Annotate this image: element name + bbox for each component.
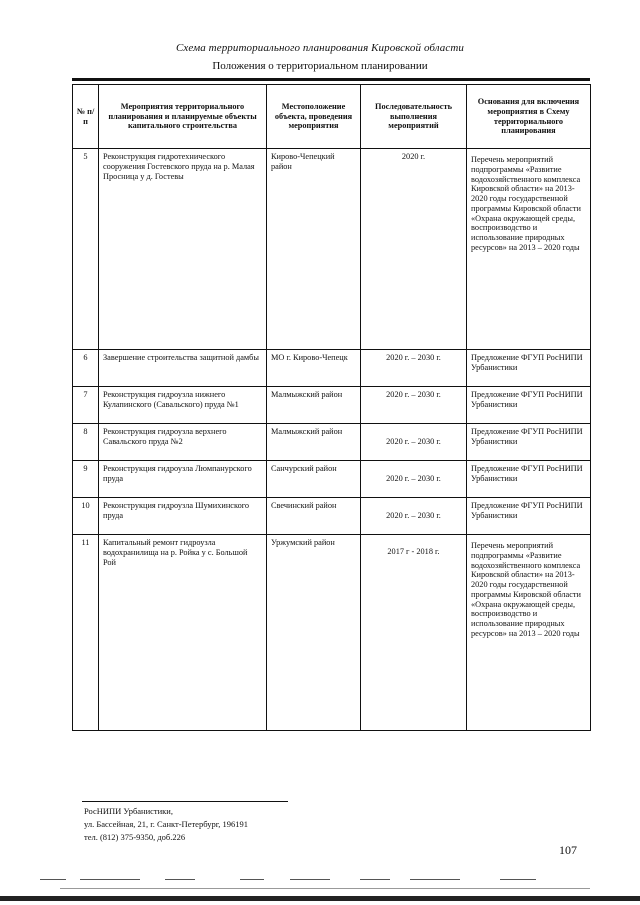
row-activity: Капитальный ремонт гидроузла водохранилища на р. Ройка у с. Большой Рой <box>99 535 267 731</box>
row-period: 2020 г. – 2030 г. <box>361 350 467 387</box>
document-subtitle: Положения о территориальном планировании <box>212 60 428 72</box>
col-header-location: Местоположение объекта, проведения мероприятия <box>267 85 361 149</box>
row-basis: Перечень мероприятий подпрограммы «Развитие водохозяйственного комплекса Кировской области» на 2013-2020 годы государственной программы Кировской области «Охрана окружающей среды, воспроизводство и использование природных ресурсов» на 2013 – 2020 годы <box>467 535 591 731</box>
row-number: 5 <box>73 149 99 350</box>
row-activity: Реконструкция гидроузла нижнего Кулапинского (Савальского) пруда №1 <box>99 387 267 424</box>
row-number: 11 <box>73 535 99 731</box>
row-period: 2020 г. – 2030 г. <box>361 498 467 535</box>
row-activity: Реконструкция гидротехнического сооружения Гостевского пруда на р. Малая Просница у д. Гостевы <box>99 149 267 350</box>
scan-artifact <box>500 879 536 880</box>
row-location: Уржумский район <box>267 535 361 731</box>
activities-table <box>72 84 591 731</box>
scan-artifact <box>165 879 195 880</box>
row-number: 10 <box>73 498 99 535</box>
page-number: 107 <box>559 843 577 857</box>
table-row <box>73 498 591 535</box>
row-basis: Предложение ФГУП РосНИПИ Урбанистики <box>467 424 591 461</box>
row-activity: Завершение строительства защитной дамбы <box>99 350 267 387</box>
table-row <box>73 387 591 424</box>
scan-artifact <box>60 888 590 889</box>
footer-rule <box>82 801 288 802</box>
row-basis: Предложение ФГУП РосНИПИ Урбанистики <box>467 498 591 535</box>
table-row <box>73 424 591 461</box>
col-header-basis: Основания для включения мероприятия в Схему территориального планирования <box>467 85 591 149</box>
row-location: МО г. Кирово-Чепецк <box>267 350 361 387</box>
row-location: Кирово-Чепецкий район <box>267 149 361 350</box>
row-number: 7 <box>73 387 99 424</box>
header-rule <box>72 78 590 81</box>
scan-artifact <box>40 879 66 880</box>
document-title: Схема территориального планирования Кировской области <box>175 42 465 54</box>
row-location: Малмыжский район <box>267 387 361 424</box>
row-period: 2020 г. <box>361 149 467 350</box>
row-location: Санчурский район <box>267 461 361 498</box>
row-period: 2020 г. – 2030 г. <box>361 461 467 498</box>
scan-artifact <box>410 879 460 880</box>
scan-edge-bar <box>0 896 640 901</box>
scan-artifact <box>80 879 140 880</box>
row-basis: Перечень мероприятий подпрограммы «Развитие водохозяйственного комплекса Кировской области» на 2013-2020 годы государственной программы Кировской области «Охрана окружающей среды, воспроизводство и использование природных ресурсов» на 2013 – 2020 годы <box>467 149 591 350</box>
footer-address: ул. Бассейная, 21, г. Санкт-Петербург, 196191 <box>84 819 248 829</box>
row-location: Малмыжский район <box>267 424 361 461</box>
table-row <box>73 461 591 498</box>
col-header-period: Последовательность выполнения мероприятий <box>361 85 467 149</box>
scan-artifact <box>360 879 390 880</box>
row-number: 8 <box>73 424 99 461</box>
row-period: 2017 г - 2018 г. <box>361 535 467 731</box>
row-number: 9 <box>73 461 99 498</box>
row-activity: Реконструкция гидроузла верхнего Савальского пруда №2 <box>99 424 267 461</box>
col-header-number: № п/п <box>73 85 99 149</box>
scan-artifact <box>240 879 264 880</box>
row-number: 6 <box>73 350 99 387</box>
table-header-row <box>73 85 591 149</box>
table-row <box>73 149 591 350</box>
row-basis: Предложение ФГУП РосНИПИ Урбанистики <box>467 350 591 387</box>
table-row <box>73 535 591 731</box>
col-header-activity: Мероприятия территориального планирования и планируемые объекты капитального строительства <box>99 85 267 149</box>
footer-phone: тел. (812) 375-9350, доб.226 <box>84 832 186 842</box>
row-period: 2020 г. – 2030 г. <box>361 424 467 461</box>
table-row <box>73 350 591 387</box>
row-basis: Предложение ФГУП РосНИПИ Урбанистики <box>467 461 591 498</box>
scan-artifact <box>290 879 330 880</box>
row-basis: Предложение ФГУП РосНИПИ Урбанистики <box>467 387 591 424</box>
row-location: Свечинский район <box>267 498 361 535</box>
row-period: 2020 г. – 2030 г. <box>361 387 467 424</box>
row-activity: Реконструкция гидроузла Шумихинского пруда <box>99 498 267 535</box>
footer-org: РосНИПИ Урбанистики, <box>84 806 173 816</box>
row-activity: Реконструкция гидроузла Люмпанурского пруда <box>99 461 267 498</box>
